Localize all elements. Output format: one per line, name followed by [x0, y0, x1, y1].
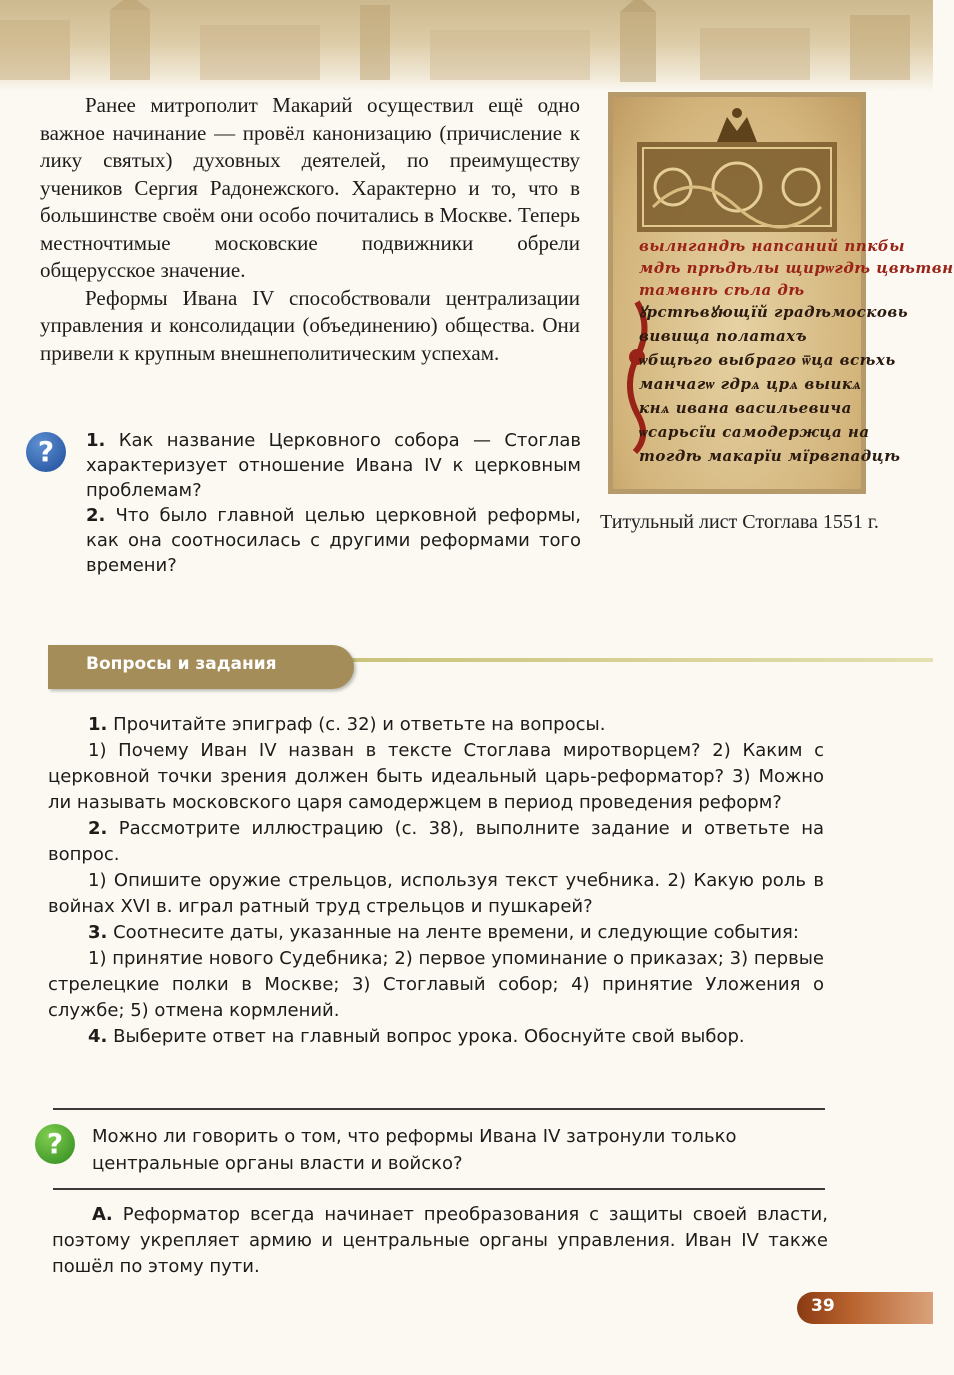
task-3-text: Соотнесите даты, указанные на ленте времени, и следующие события: — [113, 922, 799, 943]
task-2-number: 2. — [88, 818, 108, 839]
answer-label: А. — [92, 1204, 113, 1225]
manuscript-line-4: манчагѡ гдрѧ црѧ выикѧ — [639, 375, 862, 393]
manuscript-line-7: тогдѣ макарїи мїрвгпадцѣ — [639, 447, 901, 465]
section-header — [48, 645, 354, 689]
stoglav-title-page-image — [608, 92, 954, 494]
question-mark-icon: ? — [26, 432, 66, 472]
main-lesson-question: Можно ли говорить о том, что реформы Ивана IV затронули только центральные органы власти и войско? — [92, 1126, 737, 1174]
question-mark-icon: ? — [35, 1124, 75, 1164]
question-bottom-rule — [53, 1188, 825, 1190]
task-3 — [48, 920, 824, 946]
review-question-1-number: 1. — [86, 430, 106, 451]
task-1-text: Прочитайте эпиграф (с. 32) и ответьте на вопросы. — [113, 714, 606, 735]
figure-caption: Титульный лист Стоглава 1551 г. — [600, 511, 879, 533]
manuscript-line-6: ѡсарьсїи самодержца на — [639, 423, 870, 441]
task-2-text: Рассмотрите иллюстрацию (с. 38), выполните задание и ответьте на вопрос. — [48, 818, 824, 865]
task-3-events: 1) принятие нового Судебника; 2) первое упоминание о приказах; 3) первые стрелецкие полки в Москве; 3) Стоглавый собор; 4) принятие Уложения о службе; 5) отмена кормлений. — [48, 948, 824, 1021]
task-2-subquestions: 1) Опишите оружие стрельцов, используя текст учебника. 2) Какую роль в войнах XVI в. играл ратный труд стрельцов и пушкарей? — [48, 870, 824, 917]
intro-paragraph-2: Реформы Ивана IV способствовали централизации управления и консолидации (объединению) общества. Они привели к крупным внешнеполитическим успехам. — [40, 285, 580, 365]
task-3-number: 3. — [88, 922, 108, 943]
intro-text — [40, 92, 580, 367]
manuscript-line-3: ѡбщѣго выбраго ѿца всѣхь — [639, 351, 896, 369]
manuscript-line-1: ꙋрстѣвꙋющїй градѣмосковь — [639, 303, 909, 321]
task-1 — [48, 712, 824, 738]
page-number-tab — [797, 1292, 933, 1324]
manuscript-header-line-3: тамвнѣ сѣла дѣ — [639, 281, 805, 299]
manuscript-line-2: вивища полатахъ — [639, 327, 808, 345]
manuscript-header-line-2: мдѣ прѣдѣлы щирѡгдѣ цвѣтвн — [639, 259, 954, 277]
task-2 — [48, 816, 824, 868]
manuscript-header-line-1: вылнгандѣ напсаний ппкбы — [639, 237, 905, 255]
ornament-header-icon — [613, 97, 861, 247]
task-4-text: Выберите ответ на главный вопрос урока. Обоснуйте свой выбор. — [113, 1026, 745, 1047]
task-1-number: 1. — [88, 714, 108, 735]
manuscript-line-5: кнѧ ивана васильевича — [639, 399, 852, 417]
intro-paragraph-1: Ранее митрополит Макарий осуществил ещё одно важное начинание — провёл канонизацию (причисление к лику святых) духовных деятелей, по преимуществу учеников Сергия Радонежского. Характерно и то, что в большинстве своём они особо почитались в Москве. Теперь местночтимые московские подвижники обрели общерусское значение. — [40, 93, 580, 282]
question-top-rule — [53, 1108, 825, 1110]
top-decorative-banner — [0, 0, 933, 92]
review-question-2 — [86, 503, 581, 578]
section-title: Вопросы и задания — [86, 654, 277, 674]
review-questions — [86, 428, 581, 578]
task-4 — [48, 1024, 824, 1050]
answer-text: Реформатор всегда начинает преобразования с защиты своей власти, поэтому укрепляет армию и центральные органы управления. Иван IV также пошёл по этому пути. — [52, 1204, 828, 1277]
section-divider-line — [330, 658, 933, 662]
review-question-1 — [86, 428, 581, 503]
banner-architecture-illustration — [0, 0, 933, 92]
answer-block — [52, 1202, 828, 1280]
review-question-2-text: Что было главной целью церковной реформы, как она соотносилась с другими реформами того времени? — [86, 505, 581, 576]
page-number: 39 — [811, 1296, 835, 1316]
task-4-number: 4. — [88, 1026, 108, 1047]
tasks-list — [48, 712, 824, 1050]
manuscript-page — [613, 97, 954, 489]
review-question-2-number: 2. — [86, 505, 106, 526]
review-question-1-text: Как название Церковного собора — Стоглав характеризует отношение Ивана IV к церковным проблемам? — [86, 430, 581, 501]
task-1-subquestions: 1) Почему Иван IV назван в тексте Стоглава миротворцем? 2) Каким с церковной точки зрения должен быть идеальный царь-реформатор? 3) Можно ли называть московского царя самодержцем в период проведения реформ? — [48, 740, 824, 813]
answer-paragraph — [52, 1202, 828, 1280]
